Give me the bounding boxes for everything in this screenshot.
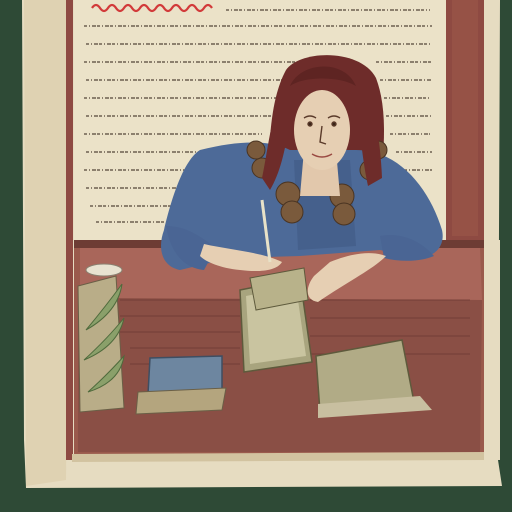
right-margin [484, 240, 500, 460]
left-red-frame [66, 0, 73, 460]
right-red-frame-inner [452, 0, 478, 236]
parchment-stain [24, 0, 70, 486]
blue-book-base [136, 388, 226, 414]
inkwell [86, 264, 122, 276]
